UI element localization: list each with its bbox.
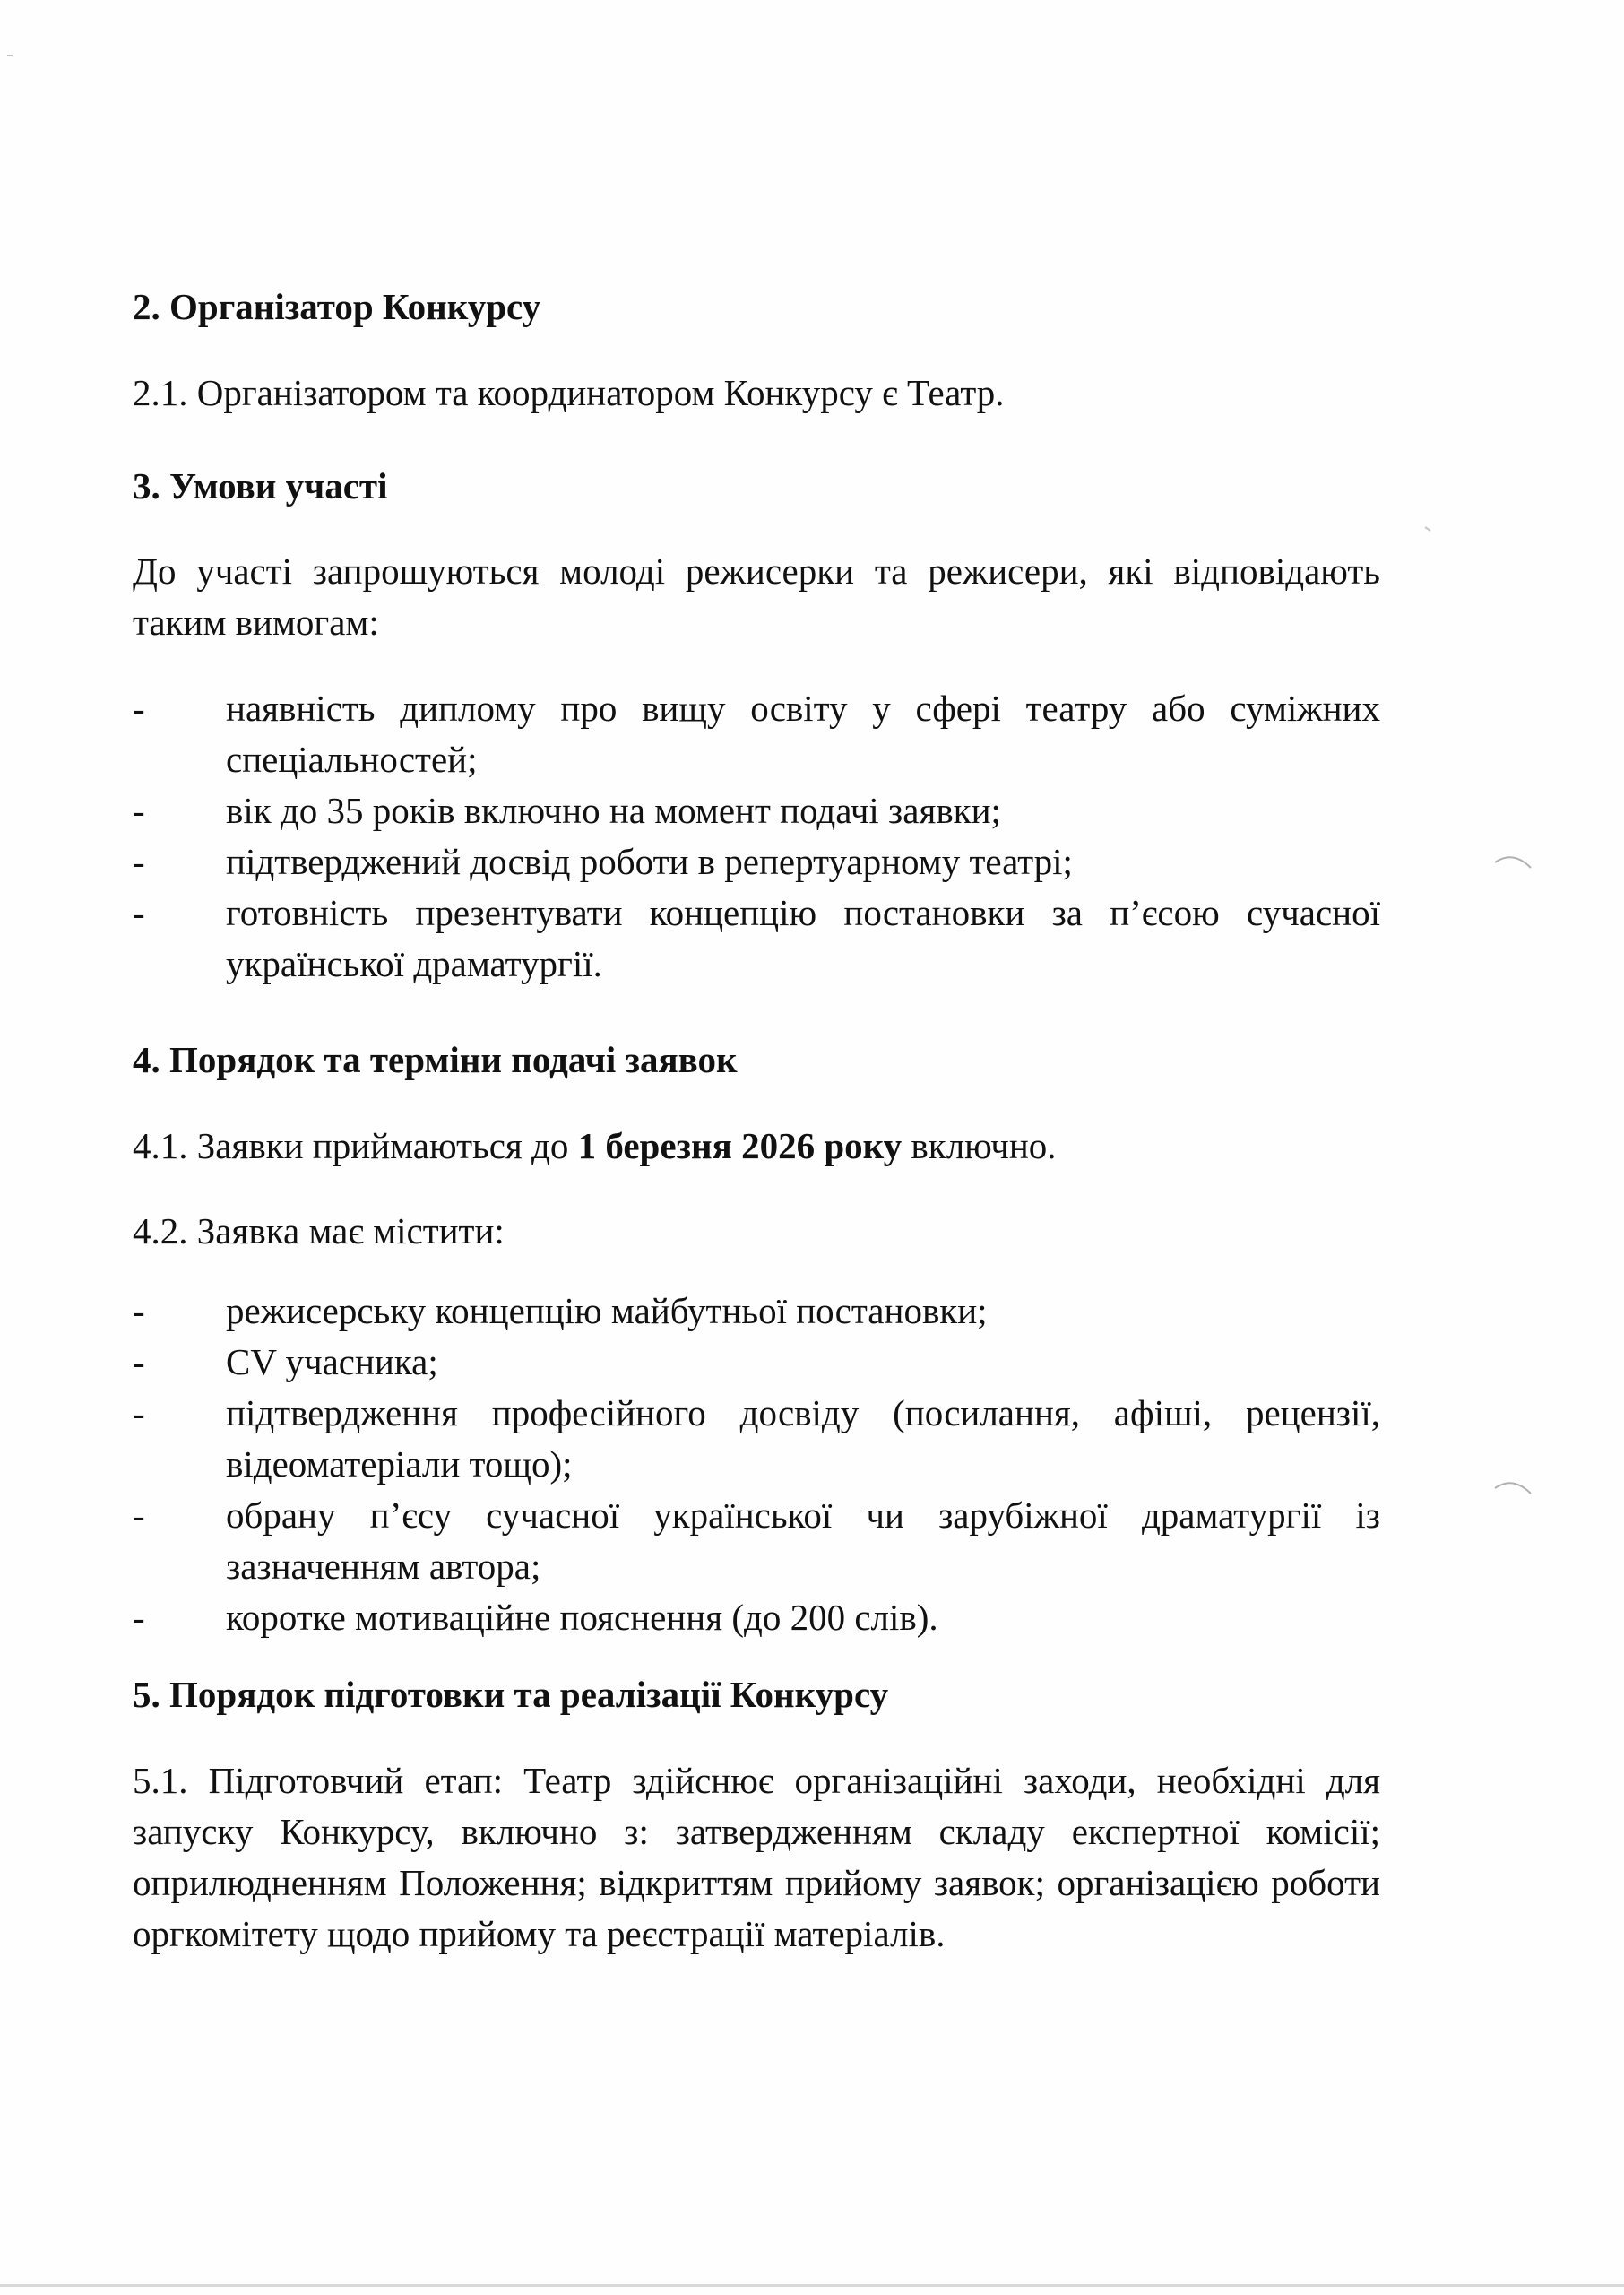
hole-punch-mark-upper xyxy=(1495,857,1531,868)
requirement-item xyxy=(133,888,1380,990)
application-item xyxy=(133,1388,1380,1490)
section-4-paragraph-2: 4.2. Заявка має містити: xyxy=(133,1210,505,1251)
list-dash: - xyxy=(133,1392,145,1433)
requirement-item xyxy=(133,836,1380,888)
requirement-item xyxy=(133,683,1380,785)
deadline-suffix: включно. xyxy=(902,1125,1057,1166)
requirement-text: підтверджений досвід роботи в репертуарному театрі; xyxy=(226,841,1073,882)
deadline-prefix: 4.1. Заявки приймаються до xyxy=(133,1125,578,1166)
section-5-paragraph-1: 5.1. Підготовчий етап: Театр здійснює організаційні заходи, необхідні для запуску Конкурсу, включно з: затвердженням складу експертної комісії; оприлюдненням Положення; відкриттям прийому заявок; організацією роботи оргкомітету щодо прийому та реєстрації матеріалів. xyxy=(133,1760,1380,1954)
application-item xyxy=(133,1337,1380,1388)
section-2-heading: 2. Організатор Конкурсу xyxy=(133,286,541,327)
list-dash: - xyxy=(133,1341,145,1382)
requirement-text: готовність презентувати концепцію постановки за п’єсою сучасної української драматургії. xyxy=(226,892,1380,984)
list-dash: - xyxy=(133,1290,145,1331)
section-3-intro: До участі запрошуються молоді режисерки та режисери, які відповідають таким вимогам: xyxy=(133,550,1380,643)
requirement-text: наявність диплому про вищу освіту у сфері театру або суміжних спеціальностей; xyxy=(226,688,1380,780)
list-dash: - xyxy=(133,841,145,882)
list-dash: - xyxy=(133,1494,145,1536)
application-text: коротке мотиваційне пояснення (до 200 слів). xyxy=(226,1597,938,1638)
application-text: режисерську концепцію майбутньої постановки; xyxy=(226,1290,988,1331)
list-dash: - xyxy=(133,892,145,933)
application-item xyxy=(133,1490,1380,1592)
application-text: CV учасника; xyxy=(226,1341,438,1382)
list-dash: - xyxy=(133,790,145,831)
list-dash: - xyxy=(133,688,145,729)
scan-bottom-edge xyxy=(0,2284,1624,2287)
application-text: обрану п’єсу сучасної української чи зарубіжної драматургії із зазначенням автора; xyxy=(226,1494,1380,1587)
section-3-heading: 3. Умови участі xyxy=(133,465,388,507)
application-text: підтвердження професійного досвіду (посилання, афіші, рецензії, відеоматеріали тощо); xyxy=(226,1392,1380,1485)
section-4-heading: 4. Порядок та терміни подачі заявок xyxy=(133,1039,738,1080)
list-dash: - xyxy=(133,1597,145,1638)
hole-punch-mark-lower xyxy=(1495,1483,1531,1494)
section-4-paragraph-1 xyxy=(133,1121,1380,1172)
deadline-date: 1 березня 2026 року xyxy=(577,1125,903,1166)
application-item xyxy=(133,1286,1380,1337)
requirement-item xyxy=(133,785,1380,836)
requirement-text: вік до 35 років включно на момент подачі заявки; xyxy=(226,790,1001,831)
application-item xyxy=(133,1592,1380,1643)
section-2-paragraph-1: 2.1. Організатором та координатором Конкурсу є Театр. xyxy=(133,372,1005,413)
corner-speck xyxy=(1425,527,1430,531)
section-5-heading: 5. Порядок підготовки та реалізації Конкурсу xyxy=(133,1674,889,1715)
